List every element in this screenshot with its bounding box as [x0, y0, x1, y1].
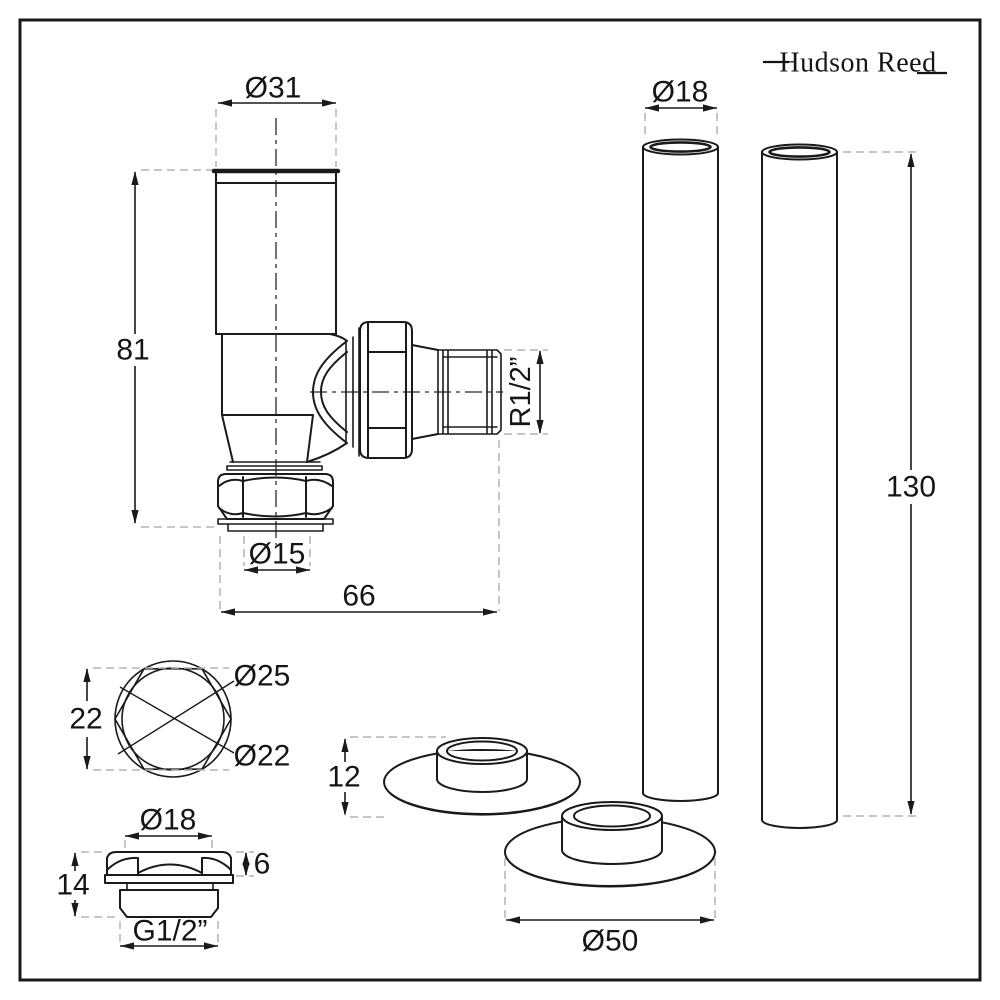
pipe-left-fill	[643, 147, 718, 801]
valve-union-hex-nut	[360, 322, 412, 458]
pipe-right-fill	[762, 152, 837, 828]
extension-lines	[350, 737, 446, 817]
dim-label-plug-hex-height: 6	[253, 847, 271, 881]
pipe-left	[643, 140, 718, 802]
dim-flange-diameter	[505, 858, 715, 958]
dim-flange-height	[327, 737, 446, 817]
brand-logo-text: Hudson Reed	[779, 47, 937, 79]
arrowhead-up	[71, 852, 78, 866]
dim-label-nut-thread-diameter: Ø22	[233, 739, 291, 773]
dim-label-plug-hex-diameter: Ø18	[139, 803, 197, 837]
arrowhead-up	[341, 738, 348, 752]
dim-label-valve-height: 81	[116, 333, 150, 367]
plug-neck	[127, 883, 213, 890]
dim-valve-outlet-thread	[504, 350, 548, 434]
dim-label-valve-cap-diameter: Ø31	[244, 71, 302, 105]
valve-union-bell	[307, 341, 347, 462]
dim-label-flange-diameter: Ø50	[581, 924, 639, 958]
extension-lines	[505, 858, 715, 918]
arrowhead-right	[700, 916, 714, 923]
arrowhead-down	[83, 756, 90, 770]
valve-body	[222, 334, 347, 462]
flange-two	[505, 802, 715, 887]
flange-one-thickness	[385, 786, 579, 815]
dim-label-pipe-length: 130	[885, 470, 937, 504]
valve-compression-ring	[227, 462, 322, 470]
arrowhead-up	[83, 668, 90, 682]
blanking-plug-drawing	[56, 804, 270, 950]
arrowhead-down	[71, 903, 78, 917]
arrowhead-right	[198, 832, 212, 839]
plug-threaded-body	[120, 890, 218, 917]
arrowhead-up	[536, 350, 543, 364]
dim-label-plug-thread: G1/2”	[132, 914, 208, 948]
dim-label-nut-outer-diameter: Ø25	[233, 659, 291, 693]
dim-plug-hex-height	[236, 848, 270, 881]
nut-end-view	[69, 660, 290, 778]
flange-two-thickness	[506, 856, 714, 887]
extension-lines	[141, 170, 215, 527]
arrowhead-down	[907, 801, 914, 815]
plug-collar	[105, 875, 233, 883]
arrowhead-left	[506, 916, 520, 923]
dim-label-flange-height: 12	[327, 760, 361, 794]
dim-label-valve-outlet-thread: R1/2”	[505, 356, 537, 428]
dim-pipe-length	[843, 152, 936, 816]
dim-valve-inlet-diameter	[244, 536, 310, 574]
dim-plug-thread	[120, 915, 218, 950]
arrowhead-down	[341, 802, 348, 816]
radiator-valve-drawing	[214, 118, 503, 545]
pipe-right	[762, 145, 837, 829]
dim-plug-total-height	[56, 852, 118, 917]
plug-hex-head	[107, 852, 231, 875]
dim-label-pipe-diameter: Ø18	[651, 75, 709, 109]
arrowhead-left	[221, 608, 235, 615]
dim-nut-across-flats	[69, 668, 229, 770]
arrowhead-left	[125, 832, 139, 839]
arrowhead-down	[131, 510, 138, 524]
leader-inner-diameter	[120, 687, 234, 753]
dim-pipe-diameter	[645, 76, 717, 139]
dim-plug-hex-diameter	[125, 804, 212, 851]
dim-valve-height	[116, 170, 215, 527]
arrowhead-up	[131, 171, 138, 185]
extension-lines	[645, 113, 717, 138]
arrowhead-down	[536, 420, 543, 434]
arrowhead-up	[907, 153, 914, 167]
dim-label-valve-length: 66	[342, 579, 376, 613]
arrowhead-left	[218, 99, 232, 106]
flange-one	[384, 738, 580, 815]
arrowhead-down	[242, 863, 249, 876]
dim-label-valve-inlet-diameter: Ø15	[248, 537, 306, 571]
dim-label-nut-across-flats: 22	[69, 702, 103, 736]
extension-lines	[125, 840, 212, 850]
arrowhead-right	[322, 99, 336, 106]
arrowhead-right	[483, 608, 497, 615]
dim-label-plug-total-height: 14	[56, 868, 90, 902]
brand-logo	[763, 48, 947, 79]
